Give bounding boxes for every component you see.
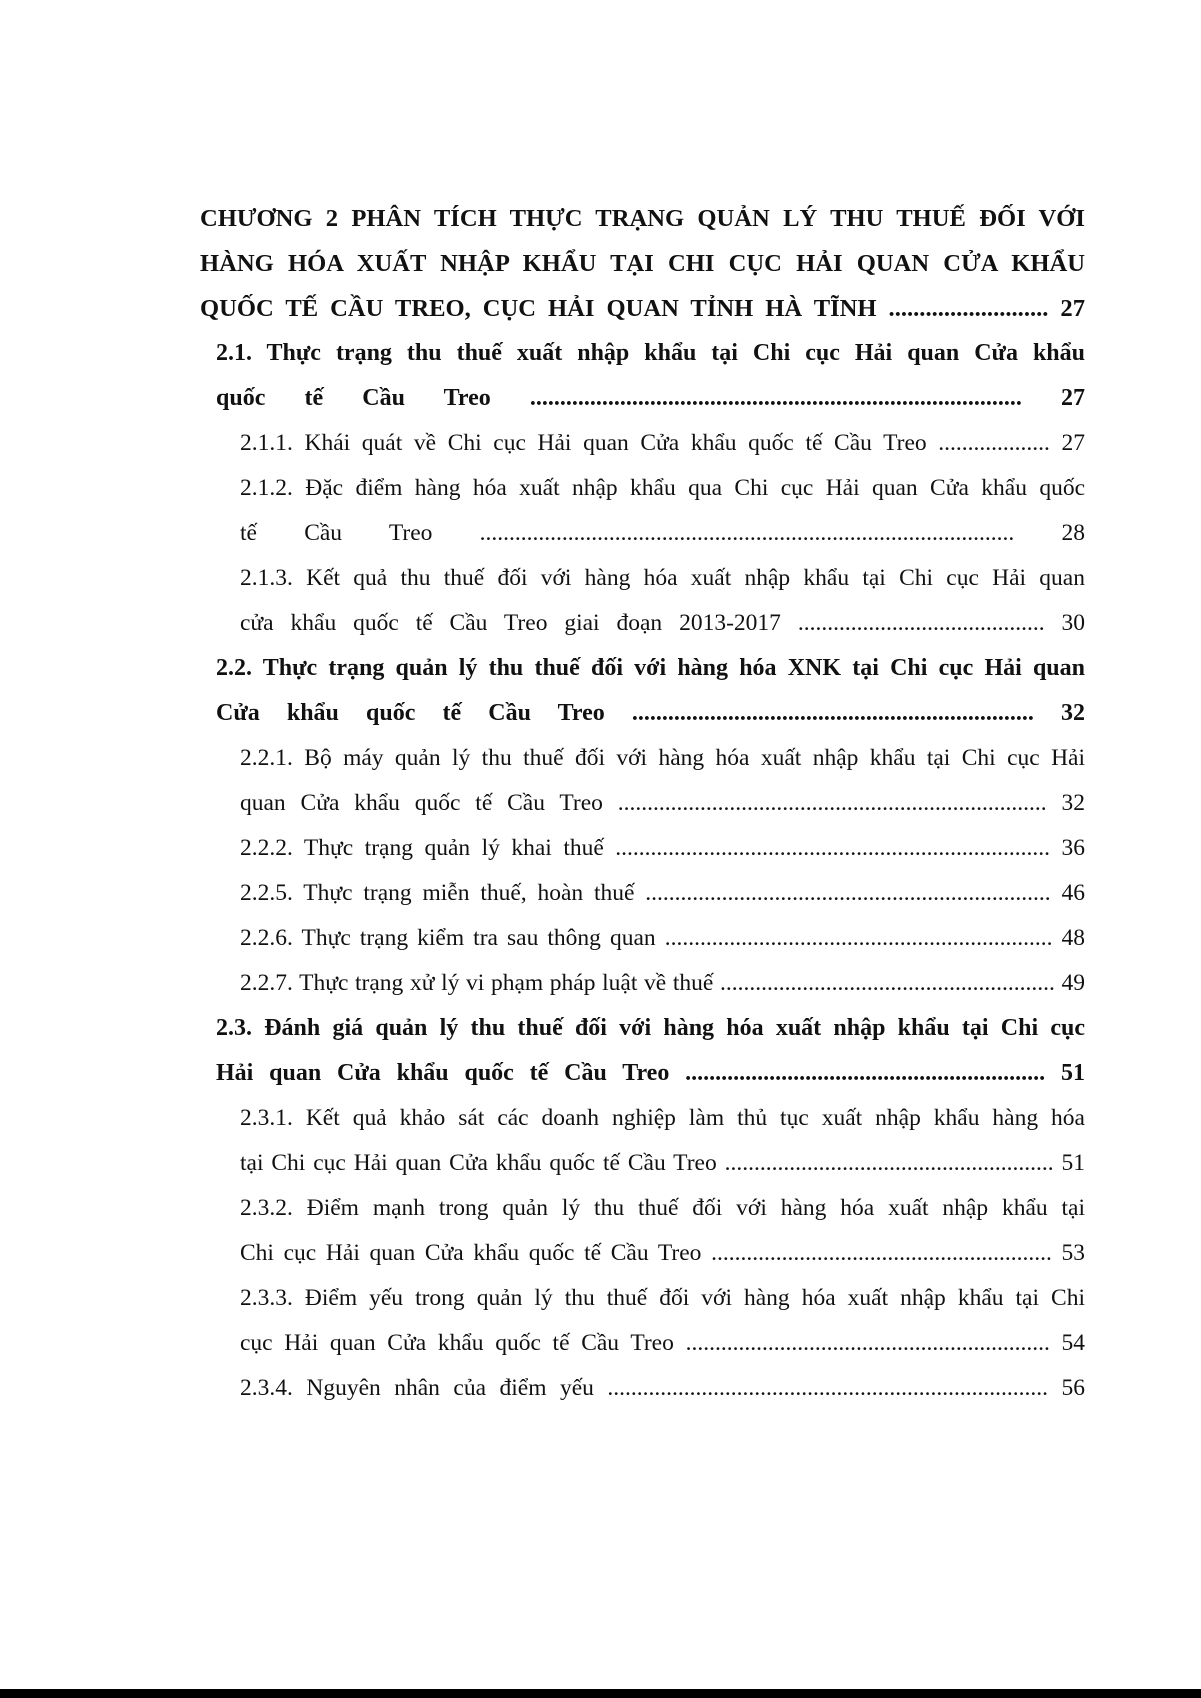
toc-leader-dots: .................................................................. [664, 925, 1053, 951]
toc-entry-title: quan Cửa khẩu quốc tế Cầu Treo [240, 790, 603, 816]
toc-leader-dots: ............................................................ [685, 1060, 1046, 1086]
toc-leader-dots: .......................... [888, 295, 1049, 322]
toc-entry-line: HÀNG HÓA XUẤT NHẬP KHẨU TẠI CHI CỤC HẢI QUAN CỬA KHẨU [200, 250, 1085, 277]
toc-entry-last-line [200, 961, 1085, 1006]
toc-page-number: 53 [1061, 1240, 1086, 1266]
toc-entry-last-line [200, 871, 1085, 916]
toc-page-number: 46 [1061, 880, 1086, 906]
toc-page-number: 32 [1061, 790, 1086, 816]
toc-leader-dots: ................... [938, 430, 1050, 456]
toc-page-number: 28 [1061, 520, 1085, 546]
toc-page-number: 49 [1061, 970, 1086, 996]
toc-entry-last-line [200, 916, 1085, 961]
toc-leader-dots: ........................................................................... [607, 1375, 1049, 1401]
toc-entry-line: 2.1.2. Đặc điểm hàng hóa xuất nhập khẩu qua Chi cục Hải quan Cửa khẩu quốc [240, 475, 1085, 501]
toc-entry-title: tại Chi cục Hải quan Cửa khẩu quốc tế Cầu Treo [240, 1150, 717, 1176]
toc-leader-dots: ........................................................ [724, 1150, 1054, 1176]
toc-page-number: 51 [1061, 1150, 1086, 1176]
toc-entry-title: Chi cục Hải quan Cửa khẩu quốc tế Cầu Treo [240, 1240, 702, 1266]
toc-entry-last-line [200, 376, 1085, 421]
toc-entry-line: 2.2. Thực trạng quản lý thu thuế đối với hàng hóa XNK tại Chi cục Hải quan [216, 655, 1085, 681]
toc-leader-dots: ......................................................................... [617, 790, 1047, 816]
toc-entry[interactable] [200, 1366, 1085, 1411]
toc-entry[interactable] [200, 1096, 1085, 1186]
toc-entry[interactable] [200, 646, 1085, 736]
toc-entry-title: 2.1.1. Khái quát về Chi cục Hải quan Cửa khẩu quốc tế Cầu Treo [240, 430, 927, 456]
toc-entry-title: cửa khẩu quốc tế Cầu Treo giai đoạn 2013-2017 [240, 610, 781, 636]
toc-entry-last-line [200, 601, 1085, 646]
toc-entry-title: 2.2.7. Thực trạng xử lý vi phạm pháp luật về thuế [240, 970, 714, 996]
toc-entry-last-line [200, 1141, 1085, 1186]
toc-entry-title: tế Cầu Treo [240, 520, 433, 546]
toc-leader-dots: ........................................................................................... [479, 520, 1015, 546]
toc-page-number: 48 [1061, 925, 1085, 951]
toc-entry-last-line [200, 511, 1085, 556]
toc-entry-title: 2.2.6. Thực trạng kiểm tra sau thông quan [240, 925, 656, 951]
toc-leader-dots: .......................................................................... [615, 835, 1051, 861]
toc-leader-dots: ......................................................... [719, 970, 1055, 996]
toc-entry[interactable] [200, 736, 1085, 826]
toc-entry[interactable] [200, 871, 1085, 916]
toc-entry-last-line [200, 286, 1085, 331]
toc-entry-title: QUỐC TẾ CẦU TREO, CỤC HẢI QUAN TỈNH HÀ TĨNH [200, 295, 877, 322]
toc-entry-line: 2.1. Thực trạng thu thuế xuất nhập khẩu tại Chi cục Hải quan Cửa khẩu [216, 340, 1085, 366]
toc-leader-dots: ..................................................................... [645, 880, 1051, 906]
toc-entry[interactable] [200, 916, 1085, 961]
toc-leader-dots: .................................................................................. [529, 385, 1022, 411]
toc-entry[interactable] [200, 331, 1085, 421]
toc-entry-line: 2.2.1. Bộ máy quản lý thu thuế đối với hàng hóa xuất nhập khẩu tại Chi cục Hải [240, 745, 1085, 771]
page-bottom-edge [0, 1689, 1201, 1698]
toc-entry-title: 2.2.5. Thực trạng miễn thuế, hoàn thuế [240, 880, 635, 906]
toc-entry[interactable] [200, 1006, 1085, 1096]
toc-page-number: 27 [1060, 295, 1085, 322]
toc-leader-dots: .............................................................. [685, 1330, 1050, 1356]
toc-entry-line: 2.3.2. Điểm mạnh trong quản lý thu thuế đối với hàng hóa xuất nhập khẩu tại [240, 1195, 1085, 1221]
toc-entry[interactable] [200, 961, 1085, 1006]
toc-entry-last-line [200, 421, 1085, 466]
toc-entry-line: 2.3.3. Điểm yếu trong quản lý thu thuế đối với hàng hóa xuất nhập khẩu tại Chi [240, 1285, 1085, 1311]
toc-entry-title: Cửa khẩu quốc tế Cầu Treo [216, 700, 605, 726]
toc-entry-last-line [200, 1366, 1085, 1411]
toc-entry-last-line [200, 1321, 1085, 1366]
toc-leader-dots: .......................................... [797, 610, 1045, 636]
toc-entry-last-line [200, 1231, 1085, 1276]
toc-leader-dots: ................................................................... [631, 700, 1034, 726]
toc-entry[interactable] [200, 421, 1085, 466]
toc-entry-title: 2.3.4. Nguyên nhân của điểm yếu [240, 1375, 594, 1401]
toc-entry-title: cục Hải quan Cửa khẩu quốc tế Cầu Treo [240, 1330, 674, 1356]
toc-page-number: 32 [1061, 700, 1085, 726]
toc-entry[interactable] [200, 196, 1085, 331]
table-of-contents [200, 196, 1085, 1411]
toc-entry-last-line [200, 781, 1085, 826]
toc-entry-last-line [200, 826, 1085, 871]
toc-entry-line: 2.3. Đánh giá quản lý thu thuế đối với hàng hóa xuất nhập khẩu tại Chi cục [216, 1015, 1085, 1041]
toc-entry-title: 2.2.2. Thực trạng quản lý khai thuế [240, 835, 604, 861]
toc-entry-title: Hải quan Cửa khẩu quốc tế Cầu Treo [216, 1060, 670, 1086]
toc-entry[interactable] [200, 556, 1085, 646]
toc-page-number: 54 [1061, 1330, 1086, 1356]
toc-entry-last-line [200, 1051, 1085, 1096]
toc-page-number: 36 [1061, 835, 1085, 861]
toc-entry-line: 2.1.3. Kết quả thu thuế đối với hàng hóa xuất nhập khẩu tại Chi cục Hải quan [240, 565, 1085, 591]
toc-entry-title: quốc tế Cầu Treo [216, 385, 491, 411]
toc-entry-line: CHƯƠNG 2 PHÂN TÍCH THỰC TRẠNG QUẢN LÝ THU THUẾ ĐỐI VỚI [200, 205, 1085, 232]
toc-page-number: 56 [1061, 1375, 1085, 1401]
toc-entry-line: 2.3.1. Kết quả khảo sát các doanh nghiệp làm thủ tục xuất nhập khẩu hàng hóa [240, 1105, 1085, 1131]
toc-page-number: 51 [1061, 1060, 1086, 1086]
toc-entry[interactable] [200, 1186, 1085, 1276]
toc-entry-last-line [200, 691, 1085, 736]
toc-entry[interactable] [200, 826, 1085, 871]
toc-entry[interactable] [200, 1276, 1085, 1366]
toc-leader-dots: .......................................................... [711, 1240, 1052, 1266]
toc-page-number: 27 [1061, 430, 1085, 456]
toc-entry[interactable] [200, 466, 1085, 556]
toc-page-number: 30 [1061, 610, 1086, 636]
toc-page-number: 27 [1061, 385, 1086, 411]
